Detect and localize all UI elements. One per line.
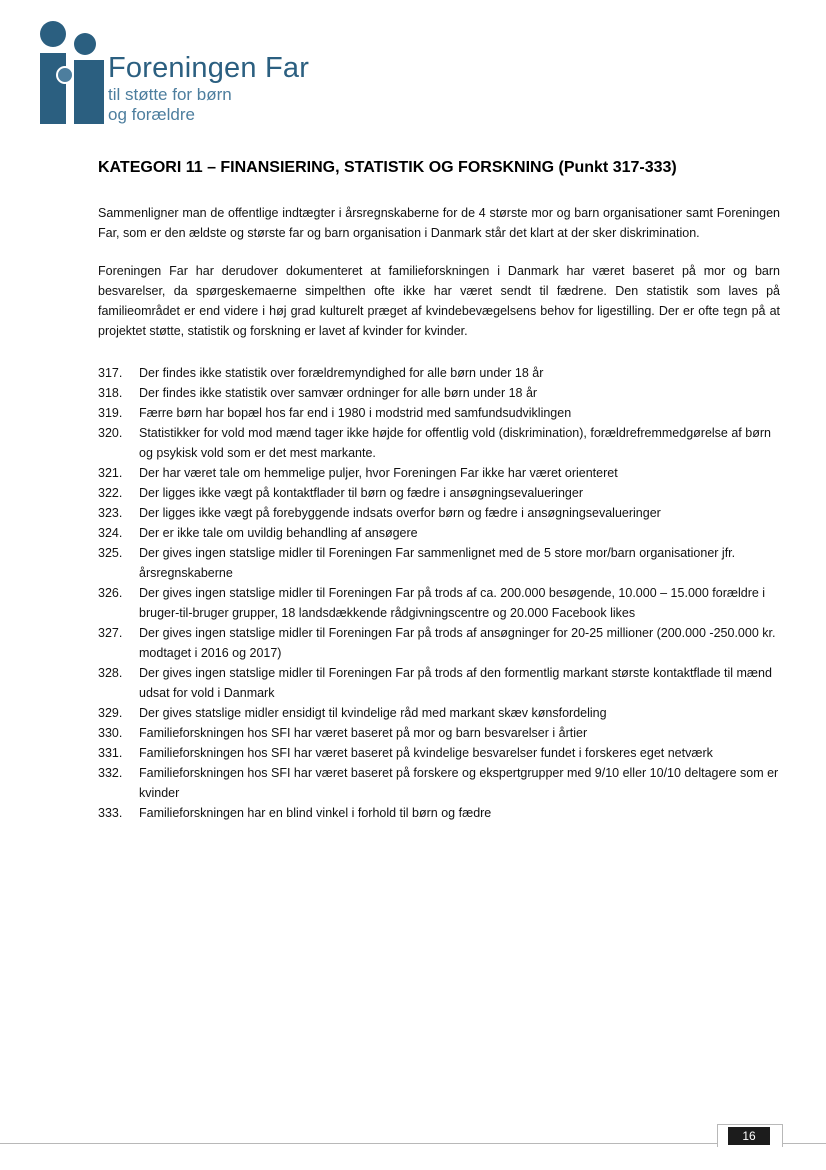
item-text: Der gives statslige midler ensidigt til kvindelige råd med markant skæv kønsfordeling — [139, 706, 607, 720]
item-number: 326. — [98, 586, 123, 600]
item-text: Der har været tale om hemmelige puljer, hvor Foreningen Far ikke har været orienteret — [139, 466, 618, 480]
item-number: 332. — [98, 766, 123, 780]
item-number: 328. — [98, 666, 123, 680]
section-heading: KATEGORI 11 – FINANSIERING, STATISTIK OG FORSKNING (Punkt 317-333) — [98, 159, 677, 176]
foreningen-far-logo — [38, 20, 318, 130]
item-text: Der gives ingen statslige midler til Foreningen Far på trods af ca. 200.000 besøgende, 10.000 – 15.000 forældre i bruger-til-bruger grupper, 18 landsdækkende rådgivningscentre og 20.000 Facebook likes — [139, 586, 766, 620]
item-number: 325. — [98, 546, 123, 560]
list-item — [98, 723, 780, 743]
item-number: 320. — [98, 426, 123, 440]
intro-paragraph-2: Foreningen Far har derudover dokumenteret at familieforskningen i Danmark har været baseret på mor og barn besvarelser, da spørgeskemaerne simpelthen ofte ikke har været sendt til fædrene. Den statistik som laves på familieområdet er end videre i høj grad kulturelt præget af kvindebevægelsens behov for ligestilling. Der er ofte tegn på at projektet støtte, statistik og forskning er lavet af kvinder for kvinder. — [98, 264, 780, 338]
document-body — [98, 158, 780, 823]
item-text: Familieforskningen hos SFI har været baseret på forskere og ekspertgrupper med 9/10 eller 10/10 deltagere som er kvinder — [139, 766, 779, 800]
item-text: Der gives ingen statslige midler til Foreningen Far sammenlignet med de 5 store mor/barn organisationer jfr. årsregnskaberne — [139, 546, 736, 580]
item-text: Der gives ingen statslige midler til Foreningen Far på trods af ansøgninger for 20-25 millioner (200.000 -250.000 kr. modtaget i 2016 og 2017) — [139, 626, 776, 660]
list-item — [98, 763, 780, 803]
logo-name: Foreningen Far — [108, 52, 310, 84]
item-text: Familieforskningen hos SFI har været baseret på mor og barn besvarelser i årtier — [139, 726, 588, 740]
item-text: Der findes ikke statistik over samvær ordninger for alle børn under 18 år — [139, 386, 538, 400]
item-text: Der ligges ikke vægt på forebyggende indsats overfor børn og fædre i ansøgningsevalueringer — [139, 506, 661, 520]
list-item — [98, 383, 780, 403]
item-number: 333. — [98, 806, 123, 820]
list-item — [98, 423, 780, 463]
item-number: 327. — [98, 626, 123, 640]
item-text: Der gives ingen statslige midler til Foreningen Far på trods af den formentlig markant største kontaktflade til mænd udsat for vold i Danmark — [139, 666, 772, 700]
item-number: 318. — [98, 386, 123, 400]
numbered-points-list — [98, 363, 780, 823]
item-text: Der er ikke tale om uvildig behandling af ansøgere — [139, 526, 418, 540]
list-item — [98, 743, 780, 763]
logo-tagline-line1: til støtte for børn — [108, 85, 232, 104]
list-item — [98, 663, 780, 703]
page-number: 16 — [728, 1127, 770, 1145]
logo-tagline-line2: og forældre — [108, 105, 195, 124]
item-text: Der findes ikke statistik over forældremyndighed for alle børn under 18 år — [139, 366, 544, 380]
item-number: 324. — [98, 526, 123, 540]
list-item — [98, 363, 780, 383]
list-item — [98, 463, 780, 483]
list-item — [98, 623, 780, 663]
item-number: 323. — [98, 506, 123, 520]
list-item — [98, 803, 780, 823]
logo-tagline — [108, 85, 232, 125]
item-text: Der ligges ikke vægt på kontaktflader til børn og fædre i ansøgningsevalueringer — [139, 486, 583, 500]
list-item — [98, 543, 780, 583]
item-number: 322. — [98, 486, 123, 500]
list-item — [98, 483, 780, 503]
footer-divider — [0, 1143, 826, 1144]
list-item — [98, 703, 780, 723]
item-text: Familieforskningen har en blind vinkel i forhold til børn og fædre — [139, 806, 492, 820]
item-number: 331. — [98, 746, 123, 760]
item-text: Familieforskningen hos SFI har været baseret på kvindelige besvarelser fundet i forskeres eget netværk — [139, 746, 713, 760]
item-number: 329. — [98, 706, 123, 720]
item-text: Statistikker for vold mod mænd tager ikke højde for offentlig vold (diskrimination), forældrefremmedgørelse af børn og psykisk vold som er det mest markante. — [139, 426, 771, 460]
list-item — [98, 403, 780, 423]
item-number: 321. — [98, 466, 123, 480]
item-number: 319. — [98, 406, 123, 420]
list-item — [98, 503, 780, 523]
item-number: 330. — [98, 726, 123, 740]
intro-paragraph-1: Sammenligner man de offentlige indtægter i årsregnskaberne for de 4 største mor og barn organisationer samt Foreningen Far, som er den ældste og største far og barn organisation i Danmark står det klart at der sker diskrimination. — [98, 206, 780, 240]
item-number: 317. — [98, 366, 123, 380]
list-item — [98, 583, 780, 623]
family-logo-icon — [38, 20, 104, 124]
list-item — [98, 523, 780, 543]
item-text: Færre børn har bopæl hos far end i 1980 i modstrid med samfundsudviklingen — [139, 406, 572, 420]
